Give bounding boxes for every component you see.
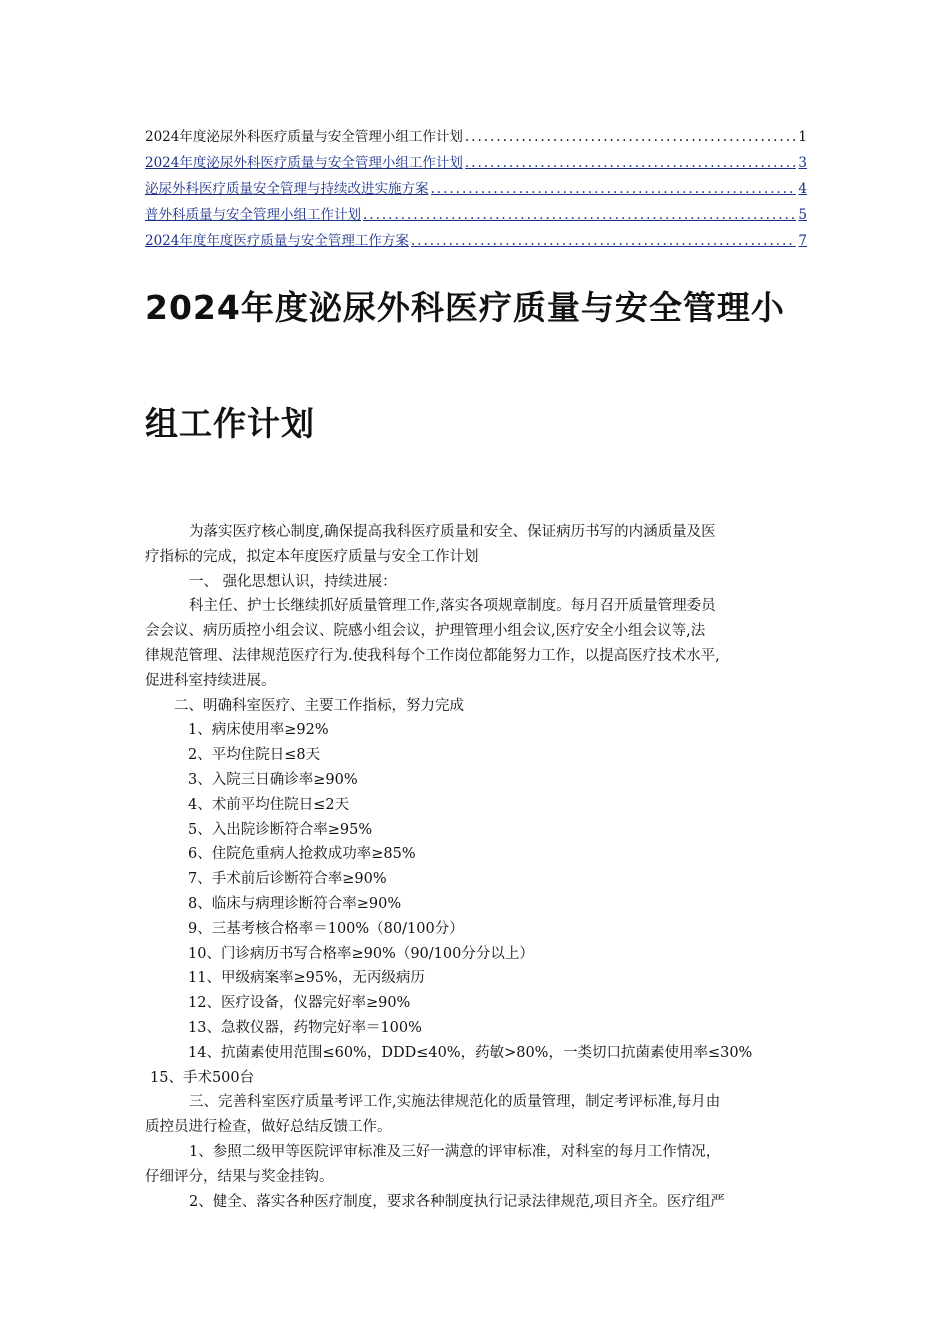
toc-entry-page: 3 (798, 155, 807, 171)
paragraph-line: 1、参照二级甲等医院评审标准及三好一满意的评审标准，对科室的每月工作情况， (189, 1143, 721, 1160)
toc-entry-page: 5 (798, 207, 807, 223)
list-item: 5、入出院诊断符合率≥95% (188, 821, 373, 838)
toc-entry[interactable] (145, 229, 807, 255)
paragraph-line: 律规范管理、法律规范医疗行为.使我科每个工作岗位都能努力工作，以提高医疗技术水平, (145, 647, 720, 664)
toc-entry[interactable] (145, 151, 807, 177)
toc-entry-page: 4 (798, 181, 807, 197)
list-item: 9、三基考核合格率＝100%（80/100分） (188, 920, 464, 937)
paragraph-line: 质控员进行检查，做好总结反馈工作。 (145, 1119, 392, 1136)
toc-entry-title: 2024年度年度医疗质量与安全管理工作方案 (145, 233, 409, 249)
section-heading: 一、 强化思想认识，持续进展： (189, 573, 397, 590)
paragraph-line: 仔细评分，结果与奖金挂钩。 (145, 1168, 334, 1185)
toc-leader-dots (465, 129, 797, 145)
paragraph-line: 会会议、病历质控小组会议、院感小组会议，护理管理小组会议,医疗安全小组会议等,法 (145, 623, 706, 640)
list-item: 11、甲级病案率≥95%，无丙级病历 (188, 970, 425, 987)
paragraph-line: 科主任、护士长继续抓好质量管理工作,落实各项规章制度。每月召开质量管理委员 (189, 598, 716, 615)
toc-entry-title: 普外科质量与安全管理小组工作计划 (145, 207, 361, 223)
toc-leader-dots (363, 207, 796, 223)
document-title-line-2: 组工作计划 (145, 404, 315, 443)
list-item: 15、手术500台 (150, 1069, 255, 1086)
paragraph-line: 2、健全、落实各种医疗制度，要求各种制度执行记录法律规范,项目齐全。医疗组严 (189, 1193, 725, 1210)
list-item: 3、入院三日确诊率≥90% (188, 771, 358, 788)
toc-leader-dots (411, 233, 797, 249)
list-item: 2、平均住院日≤8天 (188, 747, 321, 764)
table-of-contents (145, 125, 807, 255)
list-item: 7、手术前后诊断符合率≥90% (188, 871, 387, 888)
paragraph-line: 促进科室持续进展。 (145, 672, 276, 689)
toc-leader-dots (431, 181, 797, 197)
list-item: 8、临床与病理诊断符合率≥90% (188, 895, 402, 912)
toc-entry[interactable] (145, 203, 807, 229)
toc-entry-page: 7 (798, 233, 807, 249)
toc-entry-page: 1 (798, 129, 807, 145)
list-item: 14、抗菌素使用范围≤60%，DDD≤40%，药敏>80%，一类切口抗菌素使用率≤30% (188, 1044, 753, 1061)
toc-entry-title: 2024年度泌尿外科医疗质量与安全管理小组工作计划 (145, 155, 463, 171)
list-item: 10、门诊病历书写合格率≥90%（90/100分分以上） (188, 945, 534, 962)
list-item: 12、医疗设备，仪器完好率≥90% (188, 995, 411, 1012)
list-item: 6、住院危重病人抢救成功率≥85% (188, 846, 416, 863)
toc-entry-title: 泌尿外科医疗质量安全管理与持续改进实施方案 (145, 181, 429, 197)
list-item: 13、急救仪器，药物完好率＝100% (188, 1019, 422, 1036)
paragraph-line: 疗指标的完成，拟定本年度医疗质量与安全工作计划 (145, 548, 479, 565)
section-heading: 三、完善科室医疗质量考评工作,实施法律规范化的质量管理，制定考评标准,每月由 (189, 1094, 721, 1111)
document-body (145, 520, 815, 1214)
toc-leader-dots (465, 155, 797, 171)
section-heading: 二、明确科室医疗、主要工作指标，努力完成 (174, 697, 464, 714)
list-item: 4、术前平均住院日≤2天 (188, 796, 350, 813)
list-item: 1、病床使用率≥92% (188, 722, 329, 739)
toc-entry-title: 2024年度泌尿外科医疗质量与安全管理小组工作计划 (145, 129, 463, 145)
toc-entry[interactable] (145, 125, 807, 151)
paragraph-line: 为落实医疗核心制度,确保提高我科医疗质量和安全、保证病历书写的内涵质量及医 (189, 524, 716, 540)
document-title-line-1: 2024年度泌尿外科医疗质量与安全管理小 (145, 288, 785, 327)
toc-entry[interactable] (145, 177, 807, 203)
